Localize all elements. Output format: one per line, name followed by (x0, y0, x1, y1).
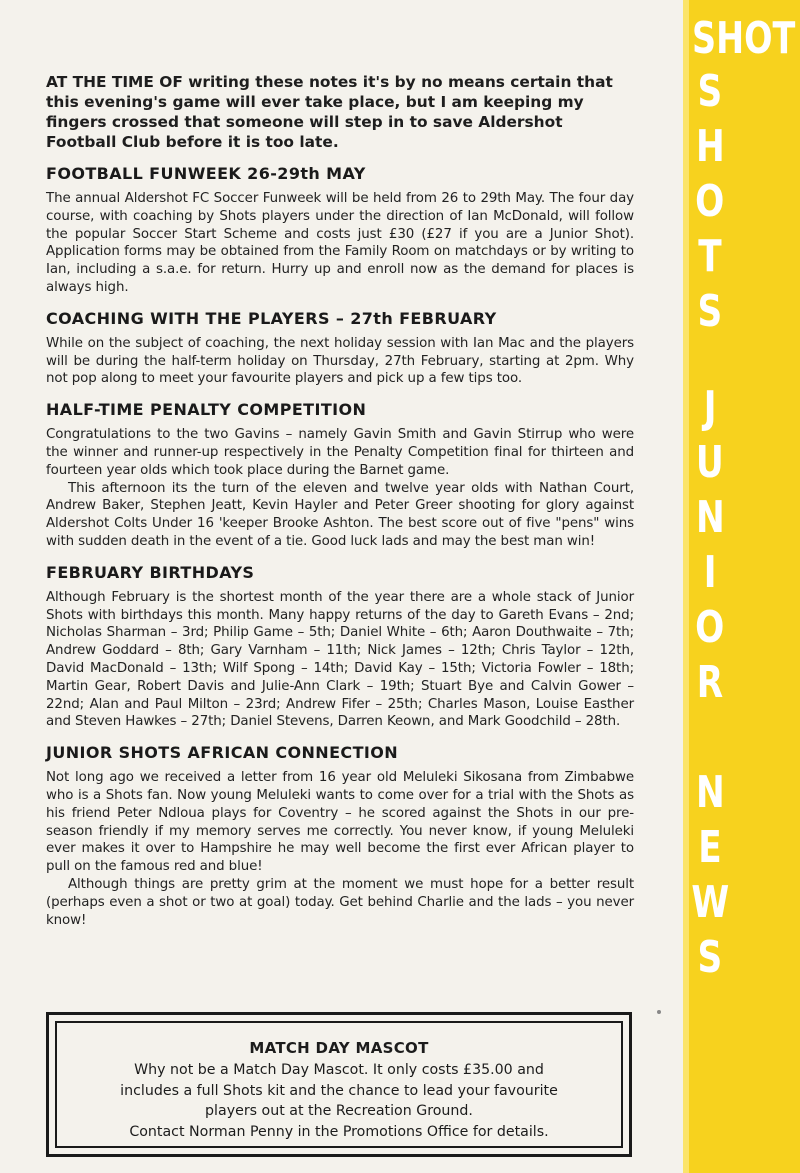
section-coaching (46, 309, 634, 388)
section-african-connection (46, 743, 634, 929)
sidebar-letter: S (697, 66, 723, 117)
section-paragraph: Although February is the shortest month of the year there are a whole stack of Junior Shots with birthdays this month. Many happy returns of the day to Gareth Evans – 2nd; Nicholas Sharman – 3rd; Philip Game – 5th; Daniel White – 6th; Aaron Douthwaite – 7th; Andrew Goddard – 8th; Gary Varnham – 11th; Nick James – 12th; Chris Taylor – 12th, David MacDonald – 13th; Wilf Spong – 14th; David Kay – 15th; Victoria Fowler – 18th; Martin Gear, Robert Davis and Julie-Ann Clark – 19th; Stuart Bye and Calvin Gower – 22nd; Alan and Paul Milton – 23rd; Andrew Fifer – 25th; Charles Mason, Louise Easther and Steven Hawkes – 27th; Daniel Stevens, Darren Keown, and Mark Goodchild – 28th. (46, 589, 634, 730)
sidebar-letter: E (698, 822, 722, 873)
mascot-line: Contact Norman Penny in the Promotions Office for details. (129, 1123, 549, 1140)
section-heading: JUNIOR SHOTS AFRICAN CONNECTION (46, 743, 399, 763)
section-paragraph: Not long ago we received a letter from 16 year old Meluleki Sikosana from Zimbabwe who is a Shots fan. Now young Meluleki wants to come over for a trial with the Shots as his friend Peter Ndloua plays for Coventry – he scored against the Shots in our pre-season friendly if my memory serves me correctly. You never know, if young Meluleki ever makes it over to Hampshire he may well become the first ever African player to pull on the famous red and blue! (46, 770, 634, 875)
sidebar-word-news (693, 765, 727, 985)
sidebar-letter: W (691, 877, 729, 928)
sidebar-letter: O (695, 602, 725, 653)
sidebar-letter: H (695, 121, 725, 172)
section-penalty (46, 400, 634, 551)
article-body (46, 72, 634, 941)
sidebar-word-junior (693, 380, 727, 710)
mascot-line: players out at the Recreation Ground. (205, 1103, 473, 1119)
section-paragraph: While on the subject of coaching, the next holiday session with Ian Mac and the players will be during the half-term holiday on Thursday, 27th February, starting at 2pm. Why not pop along to meet your favourite players and pick up a few tips too. (46, 335, 634, 387)
sidebar-top-word: SHOT (692, 13, 796, 64)
mascot-box-inner (55, 1021, 623, 1148)
section-paragraph: Congratulations to the two Gavins – namely Gavin Smith and Gavin Stirrup who were the winner and runner-up respectively in the Penalty Competition final for thirteen and fourteen year olds which took place during the Barnet game. (46, 427, 634, 478)
sidebar-word-shots (693, 64, 727, 339)
sidebar-letter: J (703, 382, 717, 433)
mascot-line: Why not be a Match Day Mascot. It only costs £35.00 and (134, 1062, 544, 1078)
intro-paragraph: AT THE TIME OF writing these notes it's by no means certain that this evening's game will ever take place, but I am keeping my fingers crossed that someone will step in to save Aldershot Football Club before it is too late. (46, 73, 613, 151)
section-paragraph: This afternoon its the turn of the eleven and twelve year olds with Nathan Court, Andrew Baker, Stephen Jeatt, Kevin Hayler and Peter Greer shooting for glory against Aldershot Colts Under 16 'keeper Brooke Ashton. The best score out of five "pens" wins with sudden death in the event of a tie. Good luck lads and may the best man win! (46, 480, 634, 549)
section-heading: COACHING WITH THE PLAYERS – 27th FEBRUARY (46, 308, 497, 328)
section-paragraph: Although things are pretty grim at the moment we must hope for a better result (perhaps even a shot or two at goal) today. Get behind Charlie and the lads – you never know! (46, 876, 634, 928)
sidebar-letter: S (697, 932, 723, 983)
section-heading: FOOTBALL FUNWEEK 26-29th MAY (46, 164, 366, 183)
mascot-line: includes a full Shots kit and the chance to lead your favourite (120, 1082, 558, 1099)
sidebar-edge (683, 0, 689, 1173)
sidebar-letter: N (695, 767, 725, 818)
sidebar-letter: S (697, 286, 723, 337)
mascot-box (46, 1012, 632, 1157)
sidebar-letter: U (696, 437, 724, 488)
section-birthdays (46, 563, 634, 731)
sidebar-letter: T (698, 231, 722, 282)
sidebar-letter: R (696, 657, 724, 708)
sidebar-letter: I (703, 547, 717, 598)
sidebar-letter: N (695, 492, 725, 543)
section-heading: HALF-TIME PENALTY COMPETITION (46, 400, 367, 420)
section-heading: FEBRUARY BIRTHDAYS (46, 562, 255, 582)
page-speck (657, 1010, 661, 1014)
section-funweek (46, 164, 634, 297)
sidebar-letter: O (695, 176, 725, 227)
mascot-title: MATCH DAY MASCOT (249, 1039, 429, 1057)
section-paragraph: The annual Aldershot FC Soccer Funweek will be held from 26 to 29th May. The four day course, with coaching by Shots players under the direction of Ian McDonald, will follow the popular Soccer Start Scheme and costs just £30 (£27 if you are a Junior Shot). Application forms may be obtained from the Family Room on matchdays or by writing to Ian, including a s.a.e. for return. Hurry up and enroll now as the demand for places is always high. (46, 191, 634, 295)
